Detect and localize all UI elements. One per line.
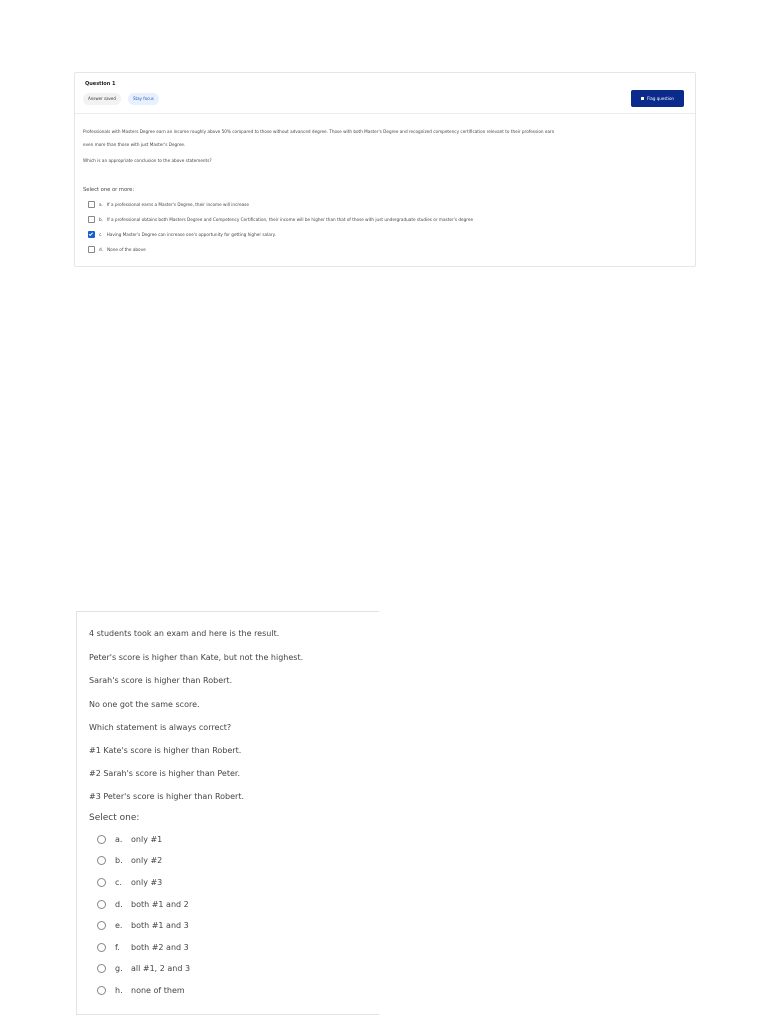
- question-prompt: Which is an appropriate conclusion to the above statements?: [83, 158, 212, 163]
- option-c-letter: c.: [115, 877, 122, 887]
- option-a-text: only #1: [131, 834, 163, 844]
- option-b-letter: b.: [115, 855, 123, 865]
- option-b-checkbox[interactable]: [88, 216, 95, 223]
- option-a-checkbox[interactable]: [88, 201, 95, 208]
- question-line: Sarah's score is higher than Robert.: [89, 676, 233, 685]
- option-e-radio[interactable]: [97, 921, 106, 930]
- question-line: Which statement is always correct?: [89, 723, 232, 732]
- option-a[interactable]: [97, 833, 162, 845]
- option-f-text: both #2 and 3: [131, 942, 189, 952]
- stay-focus-badge: Stay focus: [128, 93, 159, 105]
- option-c[interactable]: [97, 876, 162, 888]
- question-2-card: [76, 611, 379, 1015]
- option-g-letter: g.: [115, 963, 123, 973]
- option-d[interactable]: [97, 898, 189, 910]
- option-d-text: both #1 and 2: [131, 899, 189, 909]
- option-c[interactable]: [88, 231, 276, 238]
- option-e-text: both #1 and 3: [131, 920, 189, 930]
- question-text-line-1: Professionals with Masters Degree earn an income roughly above 50% compared to those without advanced degree. Those with both Master's Degree and recognized competency certification relevant to their profession earn: [83, 129, 555, 134]
- option-b-text: only #2: [131, 855, 163, 865]
- question-line: No one got the same score.: [89, 700, 200, 709]
- option-a[interactable]: [88, 201, 249, 208]
- option-d-radio[interactable]: [97, 900, 106, 909]
- question-line: #2 Sarah's score is higher than Peter.: [89, 769, 240, 778]
- option-f-radio[interactable]: [97, 943, 106, 952]
- option-d-letter: d.: [115, 899, 123, 909]
- option-c-text: Having Master's Degree can increase one's opportunity for getting higher salary.: [106, 232, 276, 237]
- option-b-letter: b.: [99, 217, 103, 222]
- question-1-header: [75, 73, 695, 114]
- option-b[interactable]: [97, 854, 162, 866]
- option-e-letter: e.: [115, 920, 123, 930]
- option-a-text: If a professional earns a Master's Degree, their income will increase: [106, 202, 249, 207]
- flag-question-button[interactable]: [631, 90, 684, 107]
- question-line: #1 Kate's score is higher than Robert.: [89, 746, 242, 755]
- option-c-text: only #3: [131, 877, 163, 887]
- flag-icon: [641, 97, 644, 100]
- question-line: 4 students took an exam and here is the result.: [89, 629, 280, 638]
- option-a-letter: a.: [115, 834, 123, 844]
- question-text-line-2: even more than those with just Master's Degree.: [83, 142, 186, 147]
- option-f-letter: f.: [115, 942, 120, 952]
- option-h[interactable]: [97, 984, 185, 996]
- option-d-letter: d.: [99, 247, 103, 252]
- option-e[interactable]: [97, 919, 189, 931]
- option-a-letter: a.: [99, 202, 103, 207]
- option-h-radio[interactable]: [97, 986, 106, 995]
- select-one-or-more-label: Select one or more:: [83, 187, 135, 193]
- question-line: #3 Peter's score is higher than Robert.: [89, 792, 245, 801]
- option-h-letter: h.: [115, 985, 123, 995]
- option-d[interactable]: [88, 246, 146, 253]
- select-one-label: Select one:: [89, 813, 140, 823]
- option-b[interactable]: [88, 216, 473, 223]
- option-c-radio[interactable]: [97, 878, 106, 887]
- question-title: Question 1: [85, 81, 116, 87]
- option-f[interactable]: [97, 941, 189, 953]
- option-g[interactable]: [97, 962, 190, 974]
- option-a-radio[interactable]: [97, 835, 106, 844]
- option-b-radio[interactable]: [97, 856, 106, 865]
- flag-question-label: Flag question: [647, 96, 674, 101]
- question-1-card: [74, 72, 696, 267]
- option-b-text: If a professional obtains both Masters Degree and Competency Certification, their income will be higher than that of those with just undergraduate studies or master's degree: [107, 217, 474, 222]
- question-line: Peter's score is higher than Kate, but not the highest.: [89, 653, 304, 662]
- option-d-checkbox[interactable]: [88, 246, 95, 253]
- option-c-checkbox[interactable]: [88, 231, 95, 238]
- option-g-radio[interactable]: [97, 964, 106, 973]
- option-h-text: none of them: [131, 985, 185, 995]
- option-d-text: None of the above: [107, 247, 146, 252]
- option-g-text: all #1, 2 and 3: [131, 963, 191, 973]
- option-c-letter: c.: [99, 232, 103, 237]
- answer-saved-badge: Answer saved: [83, 93, 121, 105]
